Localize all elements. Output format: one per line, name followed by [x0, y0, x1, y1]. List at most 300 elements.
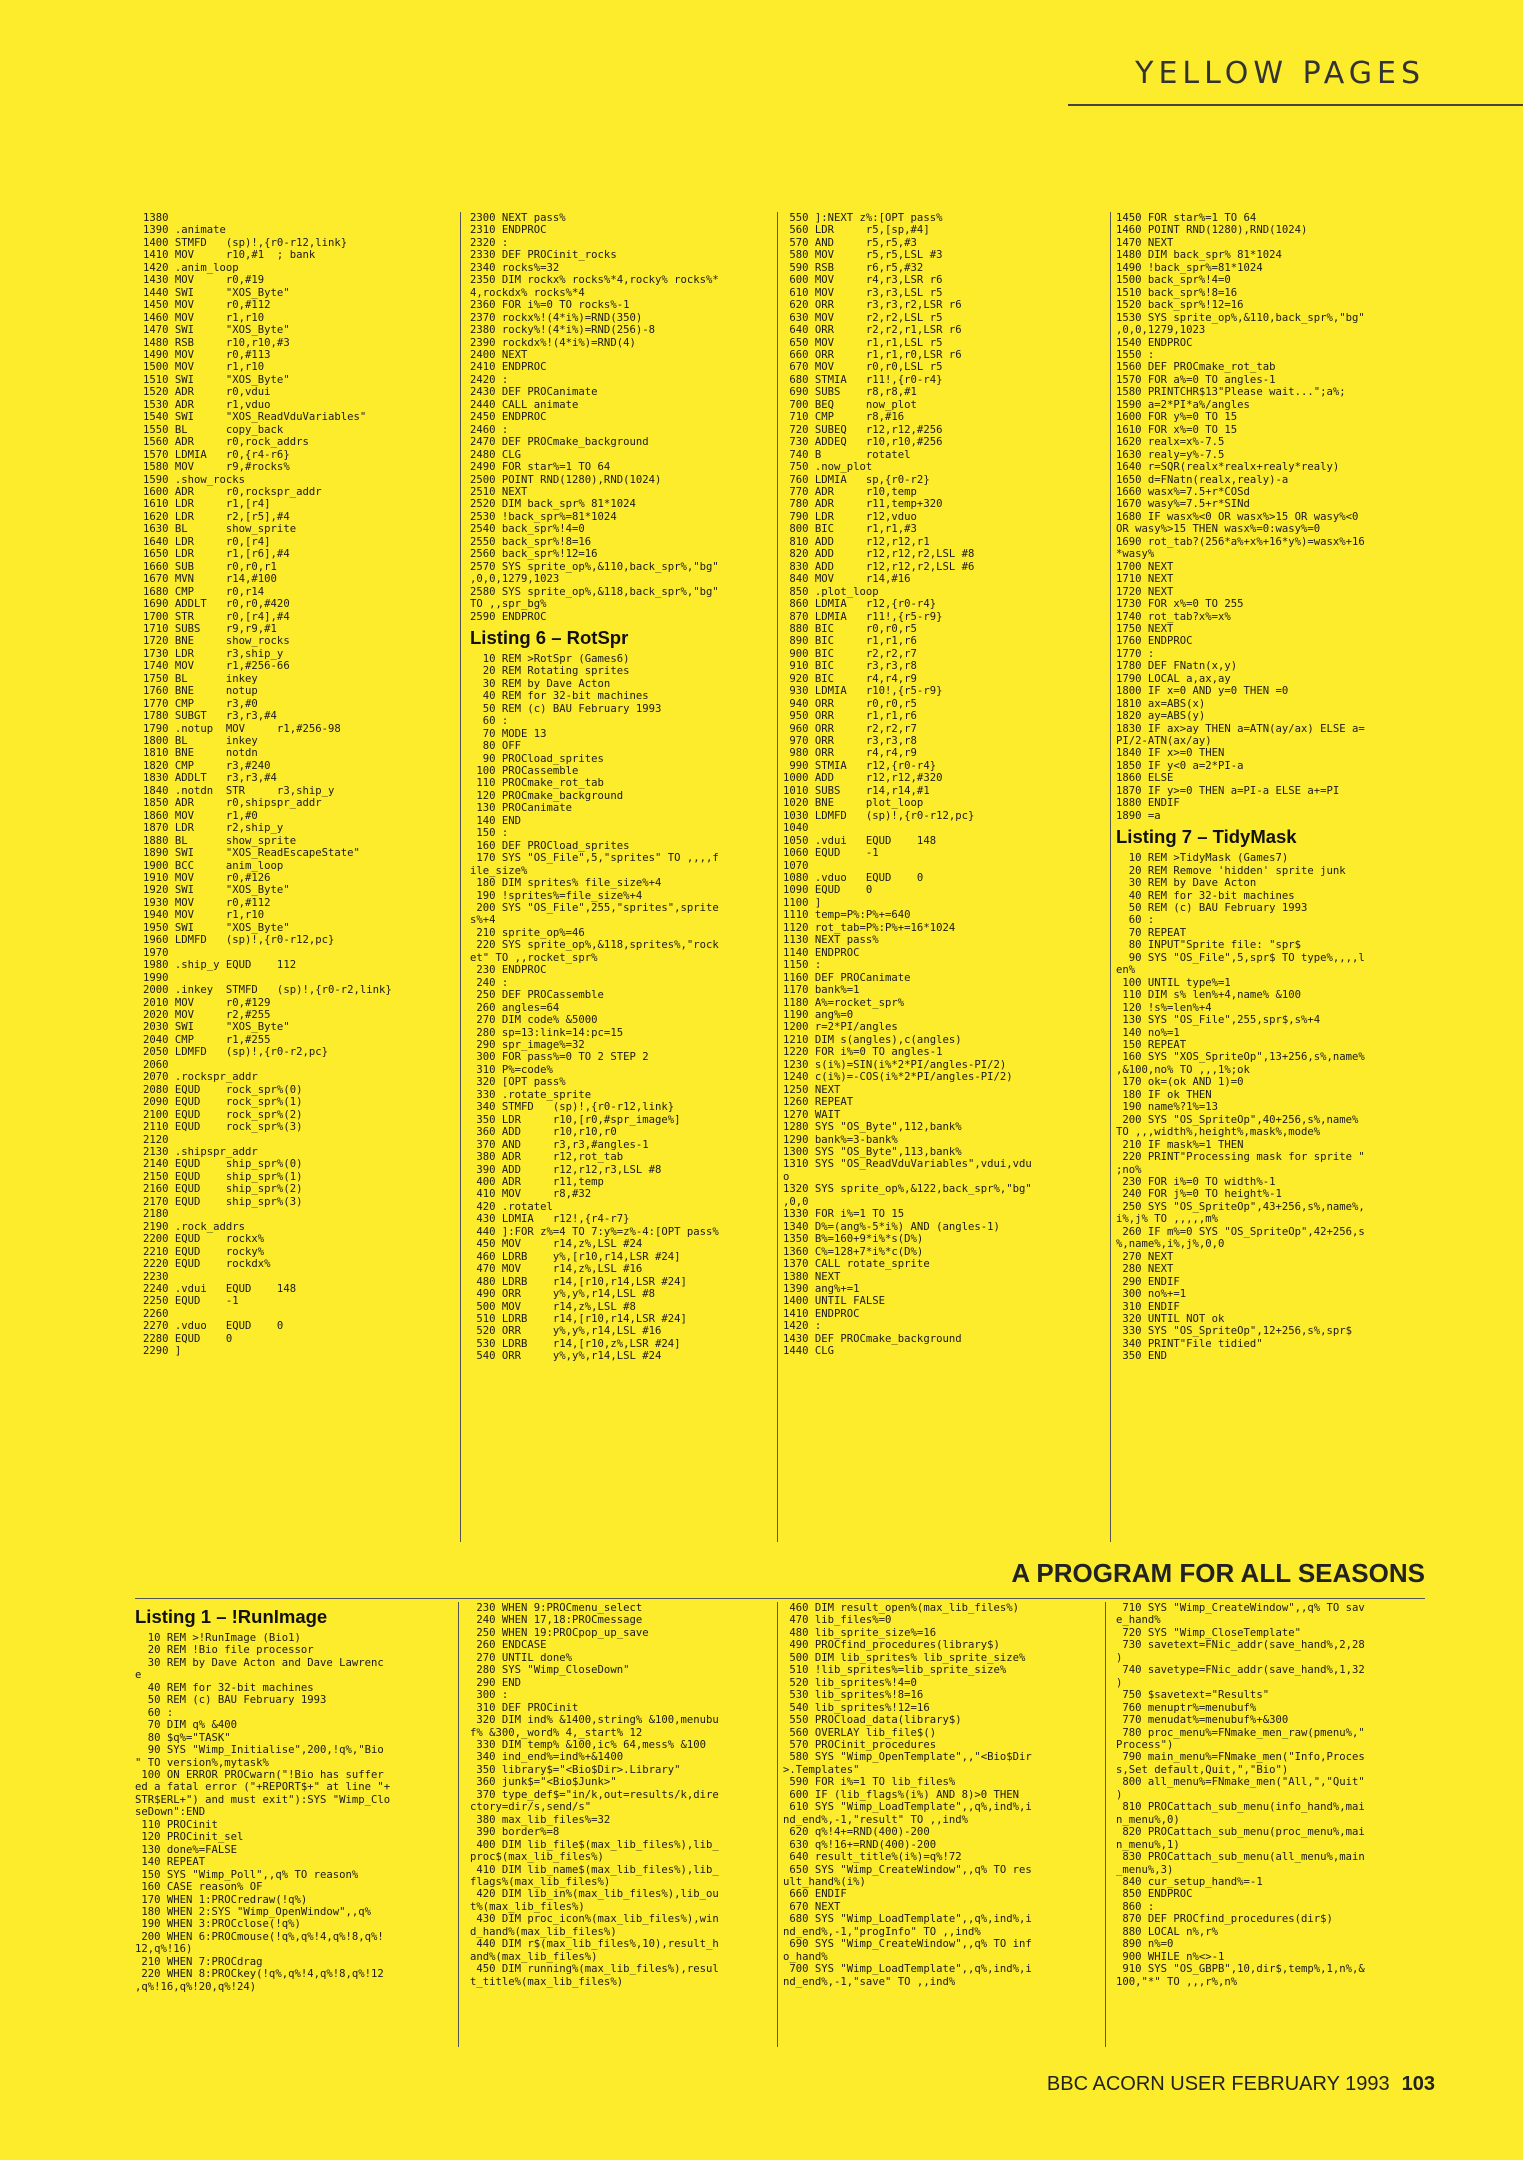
code-line: 40 REM for 32-bit machines	[135, 1681, 314, 1694]
code-line: 380 ADR r12,rot_tab	[470, 1151, 624, 1164]
code-line: 980 ORR r4,r4,r9	[783, 747, 917, 760]
code-line: 1230 s(i%)=SIN(i%*2*PI/angles-PI/2)	[783, 1058, 1007, 1071]
code-line: 1420 .anim_loop	[143, 261, 239, 274]
code-line: 210 IF mask%=1 THEN	[1116, 1138, 1244, 1151]
code-line: 850 ENDPROC	[1116, 1888, 1193, 1901]
code-line: 2000 .inkey STMFD (sp)!,{r0-r2,link}	[143, 984, 392, 997]
code-line: 1820 ay=ABS(y)	[1116, 710, 1206, 723]
code-line: 330 .rotate_sprite	[470, 1088, 592, 1101]
code-line: 390 border%=8	[470, 1826, 560, 1839]
code-line: 820 PROCattach_sub_menu(proc_menu%,mai	[1116, 1826, 1365, 1839]
code-line: 570 AND r5,r5,#3	[783, 236, 917, 249]
code-line: nd_end%,-1,"result" TO ,,ind%	[783, 1813, 968, 1826]
code-line: 470 MOV r14,z%,LSL #16	[470, 1263, 643, 1276]
code-line: 540 ORR y%,y%,r14,LSL #24	[470, 1350, 662, 1363]
code-line: 200 WHEN 6:PROCmouse(!q%,q%!4,q%!8,q%!	[135, 1930, 384, 1943]
code-line: 1980 .ship_y EQUD 112	[143, 959, 297, 972]
code-line: %,name%,i%,j%,0,0	[1116, 1238, 1225, 1251]
code-line: 1650 LDR r1,[r6],#4	[143, 548, 290, 561]
code-line: 110 PROCmake_rot_tab	[470, 777, 604, 790]
code-line: 200 SYS "OS_File",255,"sprites",sprite	[470, 902, 719, 915]
code-line: 680 SYS "Wimp_LoadTemplate",,q%,ind%,i	[783, 1913, 1032, 1926]
code-line: 2420 :	[470, 373, 509, 386]
code-line: 490 ORR y%,y%,r14,LSL #8	[470, 1288, 655, 1301]
code-line: 190 name%?1%=13	[1116, 1101, 1219, 1114]
code-line: 910 SYS "OS_GBPB",10,dir$,temp%,1,n%,&	[1116, 1963, 1365, 1976]
code-line: 2240 .vdui EQUD 148	[143, 1282, 297, 1295]
code-line: 120 !s%=len%+4	[1116, 1001, 1212, 1014]
code-line: 100 UNTIL type%=1	[1116, 976, 1231, 989]
code-line: 1550 BL copy_back	[143, 423, 284, 436]
code-line: 140 END	[470, 814, 522, 827]
code-line: 2050 LDMFD (sp)!,{r0-r2,pc}	[143, 1046, 328, 1059]
code-line: 690 SUBS r8,r8,#1	[783, 386, 917, 399]
code-line: 130 SYS "OS_File",255,spr$,s%+4	[1116, 1014, 1321, 1027]
code-line: 2370 rockx%!(4*i%)=RND(350)	[470, 311, 643, 324]
code-line: 700 SYS "Wimp_LoadTemplate",,q%,ind%,i	[783, 1963, 1032, 1976]
code-line: 800 BIC r1,r1,#3	[783, 523, 917, 536]
code-line: 260 ENDCASE	[470, 1639, 547, 1652]
code-line: 2360 FOR i%=0 TO rocks%-1	[470, 299, 630, 312]
code-line: 1650 d=FNatn(realx,realy)-a	[1116, 473, 1289, 486]
code-line: 970 ORR r3,r3,r8	[783, 735, 917, 748]
code-line: 770 ADR r10,temp	[783, 485, 917, 498]
code-line: 500 DIM lib_sprites% lib_sprite_size%	[783, 1651, 1026, 1664]
code-line: 1420 :	[783, 1320, 822, 1333]
code-line: )	[1116, 1676, 1123, 1689]
code-line: 800 all_menu%=FNmake_men("All,","Quit"	[1116, 1776, 1365, 1789]
code-line: 1780 SUBGT r3,r3,#4	[143, 710, 277, 723]
code-line: 2080 EQUD rock_spr%(0)	[143, 1083, 303, 1096]
column-divider	[1105, 1602, 1106, 2047]
code-line: 20 REM !Bio file processor	[135, 1644, 314, 1657]
code-line: nd_end%,-1,"progInfo" TO ,,ind%	[783, 1925, 981, 1938]
code-line: 600 IF (lib_flags%(i%) AND 8)>0 THEN	[783, 1788, 1019, 1801]
code-line: 2190 .rock_addrs	[143, 1220, 246, 1233]
code-line: 790 main_menu%=FNmake_men("Info,Proces	[1116, 1751, 1365, 1764]
code-line: 1490 !back_spr%=81*1024	[1116, 261, 1263, 274]
code-line: 1810 BNE notdn	[143, 747, 258, 760]
code-line: e_hand%	[1116, 1614, 1161, 1627]
code-line: 990 STMIA r12,{r0-r4}	[783, 759, 937, 772]
code-line: 150 SYS "Wimp_Poll",,q% TO reason%	[135, 1868, 359, 1881]
code-line: 1770 CMP r3,#0	[143, 697, 258, 710]
code-line: 1850 ADR r0,shipspr_addr	[143, 797, 322, 810]
code-line: 2510 NEXT	[470, 485, 528, 498]
code-line: 1120 rot_tab=P%:P%+=16*1024	[783, 921, 956, 934]
code-line: 1280 SYS "OS_Byte",112,bank%	[783, 1121, 962, 1134]
code-line: 360 ADD r10,r10,r0	[470, 1126, 617, 1139]
code-line: 1510 back_spr%!8=16	[1116, 286, 1238, 299]
code-line: 350 END	[1116, 1350, 1168, 1363]
code-line: 2070 .rockspr_addr	[143, 1071, 258, 1084]
code-line: 1540 SWI "XOS_ReadVduVariables"	[143, 411, 367, 424]
code-line: 340 STMFD (sp)!,{r0-r12,link}	[470, 1101, 675, 1114]
code-line: 380 max_lib_files%=32	[470, 1813, 611, 1826]
code-line: 780 ADR r11,temp+320	[783, 498, 943, 511]
code-line: 290 spr_image%=32	[470, 1039, 585, 1051]
listing-column	[783, 1602, 1098, 2047]
code-line: 1700 NEXT	[1116, 560, 1174, 573]
code-line: 1750 BL inkey	[143, 672, 258, 685]
code-line: 890 n%=0	[1116, 1938, 1174, 1951]
code-line: 940 ORR r0,r0,r5	[783, 697, 917, 710]
code-line: 1240 c(i%)=-COS(i%*2*PI/angles-PI/2)	[783, 1071, 1013, 1084]
code-line: 510 LDRB r14,[r10,r14,LSR #24]	[470, 1312, 687, 1325]
code-line: 1970	[143, 946, 169, 959]
code-line: 10 REM >TidyMask (Games7)	[1116, 852, 1289, 865]
code-line: and%(max_lib_files%)	[470, 1950, 598, 1963]
code-line: 310 ENDIF	[1116, 1300, 1180, 1313]
code-line: 2280 EQUD 0	[143, 1332, 233, 1345]
code-line: 140 no%=1	[1116, 1026, 1180, 1039]
code-line: 830 ADD r12,r12,r2,LSL #6	[783, 560, 975, 573]
code-line: 240 FOR j%=0 TO height%-1	[1116, 1188, 1282, 1201]
code-line: 2030 SWI "XOS_Byte"	[143, 1021, 290, 1034]
code-line: 230 FOR i%=0 TO width%-1	[1116, 1175, 1276, 1188]
code-line: 2460 :	[470, 423, 509, 436]
code-line: Process")	[1116, 1738, 1174, 1751]
code-line: 610 SYS "Wimp_LoadTemplate",,q%,ind%,i	[783, 1801, 1032, 1814]
code-line: 1360 C%=128+7*i%*c(D%)	[783, 1245, 924, 1258]
code-line: 2170 EQUD ship_spr%(3)	[143, 1195, 303, 1208]
code-line: 2540 back_spr%!4=0	[470, 523, 585, 536]
code-line: 1450 MOV r0,#112	[143, 299, 271, 312]
code-line: 910 BIC r3,r3,r8	[783, 660, 917, 673]
listing-column	[783, 212, 1103, 1542]
code-line: 140 REPEAT	[135, 1856, 206, 1869]
code-line: 1720 BNE show_rocks	[143, 635, 290, 648]
code-line: 270 DIM code% &5000	[470, 1014, 598, 1027]
code-line: 400 DIM lib_file$(max_lib_files%),lib_	[470, 1838, 719, 1851]
code-line: 880 LOCAL n%,r%	[1116, 1925, 1219, 1938]
code-line: 320 [OPT pass%	[470, 1076, 566, 1089]
code-line: 750 $savetext="Results"	[1116, 1689, 1270, 1702]
code-line: 2500 POINT RND(1280),RND(1024)	[470, 473, 662, 486]
code-line: 1590 .show_rocks	[143, 473, 246, 486]
code-line: 620 q%!4+=RND(400)-200	[783, 1826, 930, 1839]
code-line: 840 cur_setup_hand%=-1	[1116, 1875, 1263, 1888]
code-line: 450 MOV r14,z%,LSL #24	[470, 1238, 643, 1251]
code-line: 620 ORR r3,r3,r2,LSR r6	[783, 299, 962, 312]
code-line: 40 REM for 32-bit machines	[1116, 889, 1295, 902]
listing-heading: Listing 1 – !RunImage	[135, 1606, 328, 1627]
code-line: 320 DIM ind% &1400,string% &100,menubu	[470, 1714, 719, 1727]
code-line: 530 LDRB r14,[r10,z%,LSR #24]	[470, 1337, 681, 1350]
code-line: ult_hand%(i%)	[783, 1875, 866, 1888]
code-line: 670 MOV r0,r0,LSL r5	[783, 361, 943, 374]
code-line: 20 REM Rotating sprites	[470, 665, 630, 678]
code-line: 1730 LDR r3,ship_y	[143, 647, 284, 660]
code-line: 1630 realy=y%-7.5	[1116, 448, 1225, 461]
code-line: t_title%(max_lib_files%)	[470, 1975, 624, 1988]
code-line: 550 ]:NEXT z%:[OPT pass%	[783, 212, 943, 224]
code-line: 1760 ENDPROC	[1116, 635, 1193, 648]
code-line: s%+4	[470, 914, 496, 927]
code-line: 70 DIM q% &400	[135, 1719, 238, 1732]
code-line: 1310 SYS "OS_ReadVduVariables",vdui,vdu	[783, 1158, 1032, 1171]
code-line: 1570 LDMIA r0,{r4-r6}	[143, 448, 290, 461]
code-line: 60 :	[1116, 914, 1155, 927]
code-line: 1860 ELSE	[1116, 772, 1174, 785]
code-line: 290 ENDIF	[1116, 1275, 1180, 1288]
code-line: 2020 MOV r2,#255	[143, 1009, 271, 1021]
code-line: 370 AND r3,r3,#angles-1	[470, 1138, 649, 1151]
article-title: A PROGRAM FOR ALL SEASONS	[1011, 1558, 1425, 1588]
code-line: 240 :	[470, 976, 509, 989]
code-line: ,0,0,1279,1023	[470, 573, 560, 586]
code-line: 2120	[143, 1133, 169, 1146]
code-line: 1870 LDR r2,ship_y	[143, 822, 284, 835]
code-line: 1450 FOR star%=1 TO 64	[1116, 212, 1257, 224]
section-rule	[1068, 104, 1523, 106]
code-line: 1920 SWI "XOS_Byte"	[143, 884, 290, 897]
code-line: 510 !lib_sprites%=lib_sprite_size%	[783, 1664, 1007, 1677]
page-number: 103	[1401, 2073, 1435, 2095]
code-line: 1890 =a	[1116, 809, 1161, 822]
code-line: 1500 back_spr%!4=0	[1116, 274, 1231, 287]
code-line: 580 MOV r5,r5,LSL #3	[783, 249, 943, 262]
code-line: 1610 FOR x%=0 TO 15	[1116, 423, 1238, 436]
code-line: 590 RSB r6,r5,#32	[783, 261, 924, 274]
code-line: 790 LDR r12,vduo	[783, 510, 917, 523]
code-line: 470 lib_files%=0	[783, 1614, 892, 1627]
code-line: 1580 MOV r9,#rocks%	[143, 461, 290, 474]
code-line: 730 savetext=FNic_addr(save_hand%,2,28	[1116, 1639, 1365, 1652]
code-line: et" TO ,,rocket_spr%	[470, 951, 598, 964]
code-line: 440 ]:FOR z%=4 TO 7:y%=z%-4:[OPT pass%	[470, 1225, 719, 1238]
code-line: 1620 realx=x%-7.5	[1116, 436, 1225, 449]
code-line: 1580 PRINTCHR$13"Please wait...";a%;	[1116, 386, 1346, 399]
code-line: 220 WHEN 8:PROCkey(!q%,q%!4,q%!8,q%!12	[135, 1968, 384, 1981]
article-rule	[135, 1598, 1425, 1599]
code-line: 1070	[783, 859, 809, 872]
code-line: 870 LDMIA r11!,{r5-r9}	[783, 610, 943, 623]
code-line: 250 SYS "OS_SpriteOp",43+256,s%,name%,	[1116, 1200, 1365, 1213]
code-line: 220 SYS sprite_op%,&118,sprites%,"rock	[470, 939, 719, 952]
code-line: 100 ON ERROR PROCwarn("!Bio has suffer	[135, 1768, 384, 1781]
code-line: 1250 NEXT	[783, 1083, 841, 1096]
code-line: 1380	[143, 212, 169, 224]
code-line: 820 ADD r12,r12,r2,LSL #8	[783, 548, 975, 561]
code-line: 1710 SUBS r9,r9,#1	[143, 622, 277, 635]
code-line: 900 WHILE n%<>-1	[1116, 1950, 1225, 1963]
code-line: 720 SYS "Wimp_CloseTemplate"	[1116, 1626, 1301, 1639]
code-line: 1600 ADR r0,rockspr_addr	[143, 485, 322, 498]
code-line: 2140 EQUD ship_spr%(0)	[143, 1158, 303, 1171]
code-line: 2290 ]	[143, 1345, 182, 1358]
code-line: 210 WHEN 7:PROCdrag	[135, 1955, 263, 1968]
code-line: 4,rockdx% rocks%*4	[470, 286, 585, 299]
code-line: 300 :	[470, 1689, 509, 1702]
code-line: o	[783, 1170, 790, 1183]
code-line: 1830 IF ax>ay THEN a=ATN(ay/ax) ELSE a=	[1116, 722, 1365, 735]
code-line: 680 STMIA r11!,{r0-r4}	[783, 373, 943, 386]
code-line: 580 SYS "Wimp_OpenTemplate",,"<Bio$Dir	[783, 1751, 1032, 1764]
code-line: _menu%,3)	[1116, 1863, 1174, 1876]
code-line: 1400 STMFD (sp)!,{r0-r12,link}	[143, 236, 348, 249]
code-line: s,Set default,Quit,","Bio")	[1116, 1763, 1289, 1776]
code-line: 1900 BCC anim_loop	[143, 859, 284, 872]
code-line: ,0,0	[783, 1195, 809, 1208]
code-line: 460 DIM result_open%(max_lib_files%)	[783, 1602, 1019, 1614]
code-line: 1170 bank%=1	[783, 984, 860, 997]
code-line: 860 :	[1116, 1900, 1155, 1913]
code-line: 1620 LDR r2,[r5],#4	[143, 510, 290, 523]
code-line: 520 ORR y%,y%,r14,LSL #16	[470, 1325, 662, 1338]
code-line: 400 ADR r11,temp	[470, 1175, 604, 1188]
code-line: 1400 UNTIL FALSE	[783, 1295, 886, 1308]
code-line: seDown":END	[135, 1806, 206, 1819]
code-line: 1630 BL show_sprite	[143, 523, 297, 536]
code-line: 1950 SWI "XOS_Byte"	[143, 921, 290, 934]
code-line: >.Templates"	[783, 1763, 860, 1776]
code-line: 1880 ENDIF	[1116, 797, 1180, 810]
code-line: 80 OFF	[470, 740, 522, 753]
code-line: 2570 SYS sprite_op%,&110,back_spr%,"bg"	[470, 560, 719, 573]
code-line: 2160 EQUD ship_spr%(2)	[143, 1183, 303, 1196]
column-divider	[458, 1602, 459, 2047]
code-line: 2180	[143, 1208, 169, 1221]
code-line: 1540 ENDPROC	[1116, 336, 1193, 349]
code-line: 2490 FOR star%=1 TO 64	[470, 461, 611, 474]
code-line: 90 SYS "OS_File",5,spr$ TO type%,,,,l	[1116, 951, 1365, 964]
code-line: 180 DIM sprites% file_size%+4	[470, 877, 662, 890]
code-line: 1010 SUBS r14,r14,#1	[783, 784, 930, 797]
code-line: 2220 EQUD rockdx%	[143, 1258, 271, 1271]
code-line: 550 PROCload_data(library$)	[783, 1714, 962, 1727]
code-line: 920 BIC r4,r4,r9	[783, 672, 917, 685]
code-line: 770 menudat%=menubuf%+&300	[1116, 1714, 1289, 1727]
code-line: 1390 ang%+=1	[783, 1282, 860, 1295]
code-line: o_hand%	[783, 1950, 828, 1963]
code-line: 700 BEQ now_plot	[783, 398, 917, 411]
code-line: 1680 IF wasx%<0 OR wasx%>15 OR wasy%<0	[1116, 510, 1359, 523]
code-line: 310 P%=code%	[470, 1063, 553, 1076]
code-line: 810 PROCattach_sub_menu(info_hand%,mai	[1116, 1801, 1365, 1814]
code-line: 250 WHEN 19:PROCpop_up_save	[470, 1626, 649, 1639]
code-line: 520 lib_sprites%!4=0	[783, 1676, 917, 1689]
code-line: 1510 SWI "XOS_Byte"	[143, 373, 290, 386]
code-line: 1040	[783, 822, 809, 835]
code-line: 1080 .vduo EQUD 0	[783, 872, 924, 885]
code-line: 420 .rotatel	[470, 1200, 553, 1213]
code-line: 1700 STR r0,[r4],#4	[143, 610, 290, 623]
code-line: 210 sprite_op%=46	[470, 926, 585, 939]
code-line: 340 PRINT"File tidied"	[1116, 1337, 1263, 1350]
code-line: 110 PROCinit	[135, 1818, 218, 1831]
code-line: 650 SYS "Wimp_CreateWindow",,q% TO res	[783, 1863, 1032, 1876]
code-line: 480 lib_sprite_size%=16	[783, 1626, 937, 1639]
code-line: 1610 LDR r1,[r4]	[143, 498, 271, 511]
column-divider	[460, 212, 461, 1542]
code-line: 890 BIC r1,r1,r6	[783, 635, 917, 648]
code-line: 10 REM >RotSpr (Games6)	[470, 652, 630, 665]
code-line: 290 END	[470, 1676, 522, 1689]
code-line: 1110 temp=P%:P%+=640	[783, 909, 911, 922]
code-line: 1560 ADR r0,rock_addrs	[143, 436, 309, 449]
code-line: 200 SYS "OS_SpriteOp",40+256,s%,name%	[1116, 1113, 1359, 1126]
code-line: STR$ERL+") and must exit"):SYS "Wimp_Clo	[135, 1793, 391, 1806]
code-line: 2410 ENDPROC	[470, 361, 547, 374]
code-line: 410 DIM lib_name$(max_lib_files%),lib_	[470, 1863, 719, 1876]
code-line: 840 MOV r14,#16	[783, 573, 911, 586]
code-line: 1890 SWI "XOS_ReadEscapeState"	[143, 847, 360, 860]
code-line: 1270 WAIT	[783, 1108, 841, 1121]
code-line: 120 PROCmake_background	[470, 789, 624, 802]
code-line: 190 WHEN 3:PROCclose(!q%)	[135, 1918, 301, 1931]
code-line: 1840 .notdn STR r3,ship_y	[143, 784, 335, 797]
code-line: 1990	[143, 971, 169, 984]
code-line: 780 proc_menu%=FNmake_men_raw(pmenu%,"	[1116, 1726, 1365, 1739]
code-line: 2320 :	[470, 236, 509, 249]
code-line: t%(max_lib_files%)	[470, 1900, 585, 1913]
code-line: 1940 MOV r1,r10	[143, 909, 265, 922]
code-line: 760 menuptr%=menubuf%	[1116, 1701, 1257, 1714]
code-line: 350 LDR r10,[r0,#spr_image%]	[470, 1113, 681, 1126]
code-line: 1820 CMP r3,#240	[143, 759, 271, 772]
code-line: 660 ENDIF	[783, 1888, 847, 1901]
code-line: 2100 EQUD rock_spr%(2)	[143, 1108, 303, 1121]
code-line: 1180 A%=rocket_spr%	[783, 996, 905, 1009]
code-line: 1910 MOV r0,#126	[143, 872, 271, 885]
listing-column	[135, 1602, 445, 2047]
code-line: ,&100,no% TO ,,,1%;ok	[1116, 1063, 1250, 1076]
code-line: 1710 NEXT	[1116, 573, 1174, 586]
listing-heading: Listing 6 – RotSpr	[470, 626, 629, 648]
code-line: 2130 .shipspr_addr	[143, 1145, 258, 1158]
code-line: 830 PROCattach_sub_menu(all_menu%,main	[1116, 1851, 1365, 1864]
code-line: 2260	[143, 1307, 169, 1320]
code-line: 280 NEXT	[1116, 1263, 1174, 1276]
code-line: 900 BIC r2,r2,r7	[783, 647, 917, 660]
listing-column	[1116, 1602, 1426, 2047]
code-line: 1870 IF y>=0 THEN a=PI-a ELSE a+=PI	[1116, 784, 1340, 797]
code-line: 2270 .vduo EQUD 0	[143, 1320, 284, 1333]
column-divider	[777, 212, 778, 1542]
code-line: 1720 NEXT	[1116, 585, 1174, 598]
code-line: 1640 LDR r0,[r4]	[143, 535, 271, 548]
code-line: 710 CMP r8,#16	[783, 411, 905, 424]
code-line: 480 LDRB r14,[r10,r14,LSR #24]	[470, 1275, 687, 1288]
code-line: 12,q%!16)	[135, 1943, 193, 1956]
code-line: 1480 DIM back_spr% 81*1024	[1116, 249, 1282, 262]
code-line: 1130 NEXT pass%	[783, 934, 879, 947]
code-line: 810 ADD r12,r12,r1	[783, 535, 930, 548]
code-line: 2350 DIM rockx% rocks%*4,rocky% rocks%*	[470, 274, 719, 287]
code-line: 30 REM by Dave Acton	[470, 677, 611, 690]
code-line: 440 DIM r$(max_lib_files%,10),result_h	[470, 1938, 719, 1951]
code-line: 560 OVERLAY lib_file$()	[783, 1726, 937, 1739]
code-line: 1840 IF x>=0 THEN	[1116, 747, 1225, 760]
code-line: 50 REM (c) BAU February 1993	[470, 702, 662, 715]
code-line: TO ,,spr_bg%	[470, 598, 547, 611]
code-line: 1430 MOV r0,#19	[143, 274, 265, 287]
code-line: " TO version%,mytask%	[135, 1756, 269, 1769]
code-line: 1440 CLG	[783, 1345, 835, 1358]
code-line: 1690 ADDLT r0,r0,#420	[143, 598, 290, 611]
code-line: 20 REM Remove 'hidden' sprite junk	[1116, 864, 1346, 877]
code-line: 2110 EQUD rock_spr%(3)	[143, 1121, 303, 1134]
code-line: ;no%	[1116, 1163, 1142, 1176]
code-line: 1460 MOV r1,r10	[143, 311, 265, 324]
code-line: 320 UNTIL NOT ok	[1116, 1312, 1225, 1325]
code-line: 90 PROCload_sprites	[470, 752, 604, 765]
code-line: 1880 BL show_sprite	[143, 834, 297, 847]
listing-column	[143, 212, 443, 1542]
code-line: 1050 .vdui EQUD 148	[783, 834, 937, 847]
code-line: 1530 ADR r1,vduo	[143, 398, 271, 411]
